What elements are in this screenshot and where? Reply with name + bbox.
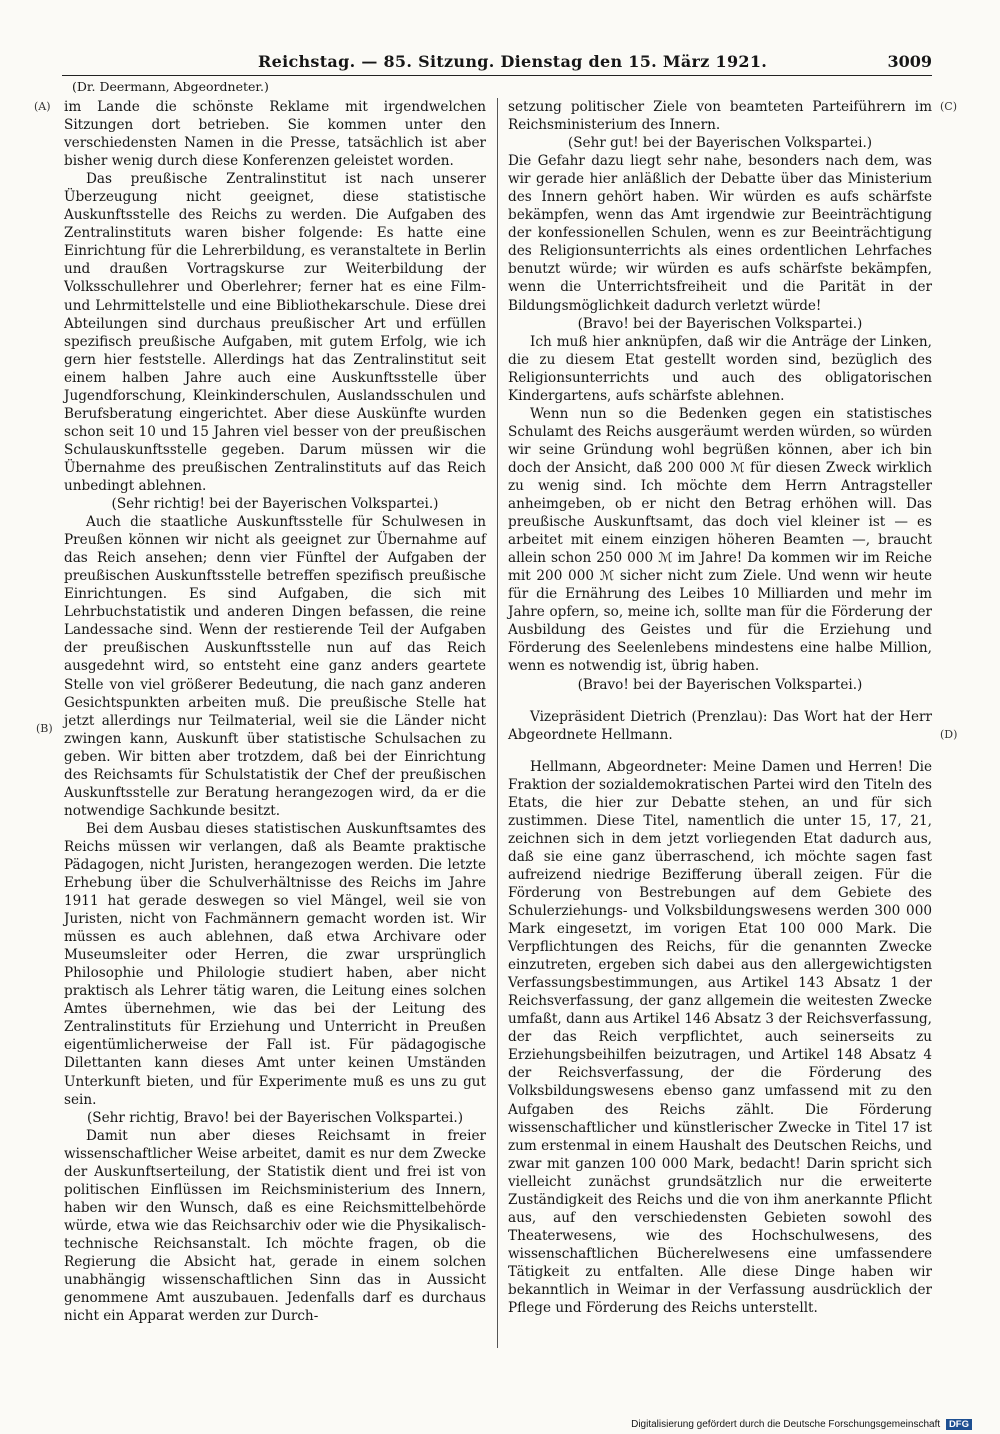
speaker-tag: (Dr. Deermann, Abgeordneter.) — [72, 79, 269, 94]
presiding-remark: Vizepräsident Dietrich (Prenzlau): Das Wort hat der Herr Abgeordnete Hellmann. — [508, 708, 932, 743]
paragraph: im Lande die schönste Reklame mit irgendwelchen Sitzungen dort betrieben. Sie kommen unter den verschiedensten Namen in die Presse, tatsächlich ist aber bisher wenig durch diese Konferenzen geleistet worden. — [64, 99, 486, 170]
footer-text: Digitalisierung gefördert durch die Deutsche Forschungsgemeinschaft — [631, 1419, 941, 1430]
paragraph: Bei dem Ausbau dieses statistischen Auskunftsamtes des Reichs müssen wir verlangen, daß als Beamte praktische Pädagogen, nicht Juristen, herangezogen werden. Die letzte Erhebung über die Schulverhältnisse des Reichs im Jahre 1911 hat gerade deswegen so viel Mängel, weil sie von Juristen, nicht von Fachmännern gemacht worden ist. Wir müssen es auch ablehnen, daß etwa Archivare oder Museumsleiter oder Herren, die zwar ursprünglich Philosophie und Philologie studiert haben, aber nicht praktisch als Lehrer tätig waren, die Leitung eines solchen Amtes übernehmen, wie das bei der Leitung des Zentralinstituts für Erziehung und Unterricht in Preußen eigentümlicherweise der Fall ist. Für pädagogische Dilettanten kann dieses Amt unter keinen Umständen Unterkunft bieten, und für Experimente muß es uns zu gut sein. — [64, 820, 486, 1108]
margin-mark-a: (A) — [34, 100, 51, 113]
paragraph: Das preußische Zentralinstitut ist nach unserer Überzeugung nicht geeignet, diese statistische Auskunftsstelle des Reichs zu werden. Die Aufgaben des Zentralinstituts waren bisher folgende: Es hatte eine Einrichtung für die Lehrerbildung, es veranstaltete in Berlin und draußen Vortragskurse zur Weiterbildung der Volksschullehrer und Oberlehrer; ferner hat es eine Film- und Lehrmittelstelle und eine Bibliothekarschule. Diese drei Abteilungen sind durchaus preußischer Art und erfüllen spezifisch preußische Aufgaben, mit gutem Erfolg, wie ich gern hier feststelle. Allerdings hat das Zentralinstitut seit einem halben Jahre auch eine Auskunftsstelle über Jugendforschung, Kleinkinderschulen, Auslandsschulen und Berufsberatung eingerichtet. Aber diese Auskünfte wurden schon seit 10 und 15 Jahren viel besser von der preußischen Schulauskunftsstelle gegeben. Darum müssen wir die Übernahme des preußischen Zentralinstituts auf das Reich unbedingt ablehnen. — [64, 171, 486, 494]
paragraph: Damit nun aber dieses Reichsamt in freier wissenschaftlicher Weise arbeitet, damit es nur dem Zwecke der Auskunftserteilung, der Statistik dient und frei ist von politischen Einflüssen im Reichsministerium des Innern, haben wir den Wunsch, daß es eine Reichsmittelbehörde würde, etwa wie das Reichsarchiv oder wie die Physikalisch-technische Reichsanstalt. Ich möchte fragen, ob die Regierung die Absicht hat, gerade in einem solchen unabhängig wissenschaftlichen Sinn das in Aussicht genommene Amt auszubauen. Jedenfalls darf es durchaus nicht ein Apparat werden zur Durch- — [64, 1127, 486, 1325]
dfg-logo-icon: DFG — [946, 1419, 972, 1430]
margin-mark-d: (D) — [940, 728, 958, 741]
page-number: 3009 — [887, 52, 932, 71]
page-header — [62, 52, 932, 74]
left-column — [64, 98, 486, 1325]
paragraph: Die Gefahr dazu liegt sehr nahe, besonders nach dem, was wir gerade hier anläßlich der Debatte über das Ministerium des Innern gehört haben. Wir würden es aufs schärfste bekämpfen, wenn das Amt irgendwie zur Beeinträchtigung der konfessionellen Schulen, wenn es zur Beeinträchtigung des Religionsunterrichts als eines ordentlichen Lehrfaches benutzt würde; wir würden es aufs schärfste bekämpfen, wenn die Unterrichtsfreiheit und die Parität in der Bildungsmöglichkeit dadurch verletzt würde! — [508, 153, 932, 314]
interjection: (Sehr richtig, Bravo! bei der Bayerischen Volkspartei.) — [86, 1109, 464, 1126]
paragraph: Hellmann, Abgeordneter: Meine Damen und Herren! Die Fraktion der sozialdemokratischen Partei wird den Titeln des Etats, die hier zur Debatte stehen, an und für sich zustimmen. Diese Titel, namentlich die unter 15, 17, 21, zeichnen sich in dem jetzt vorliegenden Etat dadurch aus, daß sie eine ganz überraschend, ich möchte sagen fast aufreizend niedrige Bezifferung überall zeigen. Für die Förderung von Bestrebungen auf dem Gebiete des Schulerziehungs- und Volksbildungswesens werden 300 000 Mark eingesetzt, im vorigen Etat 100 000 Mark. Die Verpflichtungen des Reichs, für die genannten Zwecke einzutreten, ergeben sich dabei aus den allergewichtigsten Verfassungsbestimmungen, aus Artikel 143 Absatz 1 der Reichsverfassung, der ganz allgemein die weitesten Zwecke umfaßt, dann aus Artikel 146 Absatz 3 der Reichsverfassung, der das Reich verpflichtet, auch seinerseits zu Erziehungsbeihilfen beizutragen, und Artikel 148 Absatz 4 der Reichsverfassung, der die Förderung des Volksbildungswesens ebenso ganz umfassend mit zu den Aufgaben des Reichs zählt. Die Förderung wissenschaftlicher und künstlerischer Zwecke in Titel 17 ist zum erstenmal in einem Haushalt des Deutschen Reichs, und zwar mit ganzen 100 000 Mark, bedacht! Darin spricht sich vielleicht zunächst grundsätzlich nur die erweiterte Zuständigkeit des Reichs und die von ihm anerkannte Pflicht aus, auf den verschiedensten Gebieten sowohl des Theaterwesens, wie des Hochschulwesens, des wissenschaftlichen Bücherelwesens eine umfassendere Tätigkeit zu entfalten. Alle diese Dinge haben wir bekanntlich in Weimar in der Verfassung ausdrücklich der Pflege und Förderung des Reichs unterstellt. — [508, 758, 932, 1317]
margin-mark-b: (B) — [36, 722, 53, 735]
header-rule — [62, 75, 932, 76]
paragraph: Wenn nun so die Bedenken gegen ein statistisches Schulamt des Reichs ausgeräumt werden würden, so würden wir seine Gründung wohl begrüßen können, aber ich bin doch der Ansicht, daß 200 000 ℳ für diesen Zweck wirklich zu wenig sind. Ich möchte dem Herrn Antragsteller anheimgeben, ob er nicht den Betrag erhöhen will. Das preußische Auskunftsamt, das doch viel kleiner ist — es arbeitet mit einem einzigen höheren Beamten —, braucht allein schon 250 000 ℳ im Jahre! Da kommen wir im Reiche mit 200 000 ℳ sicher nicht zum Ziele. Und wenn wir heute für die Ernährung des Leibes 10 Milliarden und mehr im Jahre opfern, so, meine ich, sollte man für die Förderung der Ausbildung des Geistes und für die Erziehung und Förderung des Seelenlebens mindestens eine halbe Million, wenn es notwendig ist, übrig haben. — [508, 405, 932, 675]
margin-mark-c: (C) — [940, 100, 957, 113]
interjection: (Sehr gut! bei der Bayerischen Volkspartei.) — [567, 135, 873, 152]
paragraph: Ich muß hier anknüpfen, daß wir die Anträge der Linken, die zu diesem Etat gestellt worden sind, bezüglich des Religionsunterrichts und auch des obligatorischen Kindergartens, aufs schärfste ablehnen. — [508, 333, 932, 404]
interjection: (Bravo! bei der Bayerischen Volkspartei.) — [577, 315, 863, 332]
interjection: (Bravo! bei der Bayerischen Volkspartei.) — [577, 676, 863, 693]
paragraph: Auch die staatliche Auskunftsstelle für Schulwesen in Preußen können wir nicht als geeignet zur Übernahme auf das Reich ansehen; denn vier Fünftel der Aufgaben der preußischen Auskunftsstelle betreffen spezifisch preußische Einrichtungen. Es sind Aufgaben, die sich mit Lehrbuchstatistik und anderen Dingen befassen, die reine Landessache sind. Wenn der restierende Teil der Aufgaben der preußischen Auskunftsstelle nun auf das Reich ausgedehnt wird, so entsteht eine ganz anders geartete Stelle von viel größerer Bedeutung, die nach ganz anderen Gesichtspunkten arbeiten muß. Die preußische Stelle hat jetzt allerdings nur Teilmaterial, weil sie die Länder nicht zwingen kann, Auskunft über statistische Schulsachen zu geben. Wir bitten aber trotzdem, daß bei der Einrichtung des Reichsamts für Schulstatistik der Chef der preußischen Auskunftsstelle zur Beratung herangezogen wird, da er die notwendige Sachkunde besitzt. — [64, 514, 486, 819]
column-divider — [497, 98, 498, 1348]
footer-credit — [631, 1419, 972, 1430]
running-head: Reichstag. — 85. Sitzung. Dienstag den 15. März 1921. — [258, 52, 768, 71]
interjection: (Sehr richtig! bei der Bayerischen Volkspartei.) — [111, 496, 439, 513]
paragraph: setzung politischer Ziele von beamteten Parteiführern im Reichsministerium des Innern. — [508, 99, 932, 134]
right-column — [508, 98, 932, 1317]
